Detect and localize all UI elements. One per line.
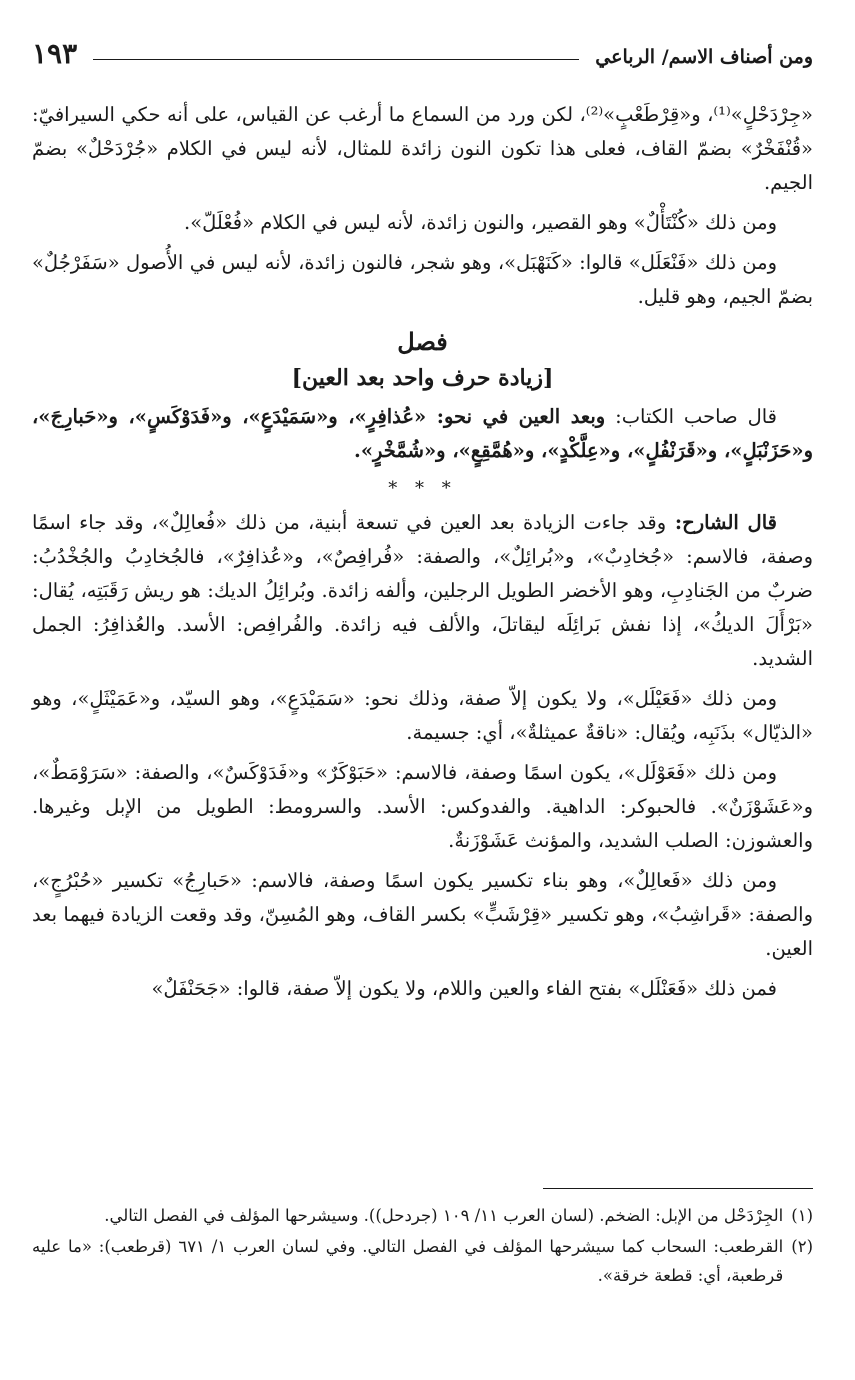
commentary-paragraph: ومن ذلك «فَعالِلٌ»، وهو بناء تكسير يكون اسمًا وصفة، فالاسم: «حَبارِجُ» تكسير «حُبْرُجٍ»، والصفة: «قَراشِبُ»، وهو تكسير «قِرْشَبٍّ» بكسر القاف، وهو المُسِنّ، وقد وقعت الزيادة فيهما بعد العين. (32, 869, 813, 960)
footnote-text: الجِرْدَحْل من الإبل: الضخم. (لسان العرب ١١/ ١٠٩ (جردحل)). وسيشرحها المؤلف في الفصل التالي. (104, 1206, 784, 1225)
paragraph: ومن ذلك «فَنْعَلَل» قالوا: «كَنَهْبَل»، وهو شجر، فالنون زائدة، لأنه ليس في الأُصول «سَفَرْجُلٌ» بضمّ الجيم، وهو قليل. (32, 251, 813, 308)
paragraph: ومن ذلك «كُنْتَأْلٌ» وهو القصير، والنون زائدة، لأنه ليس في الكلام «فُعْلَلّ». (184, 211, 777, 234)
footnote (32, 1201, 813, 1230)
footnote-number: (٢) (791, 1237, 813, 1256)
commentary-paragraph: ومن ذلك «فَعَيْلَل»، ولا يكون إلاّ صفة، وذلك نحو: «سَمَيْدَعٍ»، وهو السيّد، و«عَمَيْثَلٍ»، وهو «الذيّال» بذَنَبِه، ويُقال: «ناقةٌ عميثلةٌ»، أي: جسيمة. (32, 687, 813, 744)
section-divider-stars: * * * (388, 478, 457, 499)
section-heading: فصل (397, 327, 448, 356)
commentary-paragraph: ومن ذلك «فَعَوْلَل»، يكون اسمًا وصفة، فالاسم: «حَبَوْكَرٌ» و«فَدَوْكَسٌ»، والصفة: «سَرَوْمَطٌ»، و«عَشَوْزَنٌ». فالحبوكر: الداهية. والفدوكس: الأسد. والسرومط: الطويل من الإبل وغيرها. والعشوزن: الصلب الشديد، والمؤنث عَشَوْزَنةٌ. (32, 761, 813, 852)
commentary-lead: قال الشارح: (666, 511, 777, 534)
footnotes (32, 1188, 813, 1292)
page-body (32, 98, 813, 1006)
paragraph: «جِرْدَحْلٍ»⁽¹⁾، و«قِرْطَعْبٍ»⁽²⁾، لكن ورد من السماع ما أرغب عن القياس، على أنه حكي السيرافيّ: «قُنْفَخْرٌ» بضمّ القاف، فعلى هذا تكون النون زائدة للمثال، لأنه ليس في الكلام «جُرْدَحْلٌ» بضمّ الجيم. (32, 103, 813, 194)
running-head (32, 28, 813, 68)
footnote (32, 1232, 813, 1290)
footnote-number: (١) (791, 1206, 813, 1225)
footnote-rule (543, 1188, 813, 1189)
page-number: ١٩٣ (32, 37, 78, 70)
footnote-text: القرطعب: السحاب كما سيشرحها المؤلف في الفصل التالي. وفي لسان العرب ١/ ٦٧١ (قرطعب): «ما عليه قرطعبة، أي: قطعة خرقة». (32, 1237, 784, 1285)
section-subheading: [زيادة حرف واحد بعد العين] (291, 365, 554, 391)
commentary-paragraph: فمن ذلك «فَعَنْلَل» بفتح الفاء والعين واللام، ولا يكون إلاّ صفة، قالوا: «جَحَنْفَلٌ» (151, 977, 777, 1000)
quote-bold-text: وبعد العين في نحو: «عُذافِرٍ»، و«سَمَيْدَعٍ»، و«فَدَوْكَسٍ»، و«حَبارِجَ»، و«حَزَنْبَلٍ»، و«قَرَنْفُلٍ»، و«عِلَّكْدٍ»، و«هُمَّقِعٍ»، و«شُمَّخْرٍ». (32, 405, 813, 462)
commentary-paragraph (32, 506, 813, 676)
running-head-title: ومن أصناف الاسم/ الرباعي (595, 46, 813, 68)
quote-lead: قال صاحب الكتاب: (605, 405, 778, 428)
running-head-rule (93, 59, 579, 60)
commentary-text: وقد جاءت الزيادة بعد العين في تسعة أبنية، من ذلك «فُعالِلٌ»، وقد جاء اسمًا وصفة، فالاسم: «جُخادِبٌ»، و«بُرائِلٌ»، والصفة: «فُرافِصٌ»، و«عُذافِرٌ»، فالجُخادِبُ والجُخْدُبُ: ضربٌ من الجَنادِبِ، وهو الأخضر الطويل الرجلين، وألفه زائدة. وبُرائِلُ الديك: هو ريش رَقَبَتِه، يُقال: «بَرْأَلَ الديكُ»، إذا نفش بَرائِلَه ليقاتلَ، والألف فيه زائدة. والفُرافِص: الأسد. والعُذافِرُ: الجمل الشديد. (32, 511, 813, 670)
author-quote (32, 400, 813, 468)
